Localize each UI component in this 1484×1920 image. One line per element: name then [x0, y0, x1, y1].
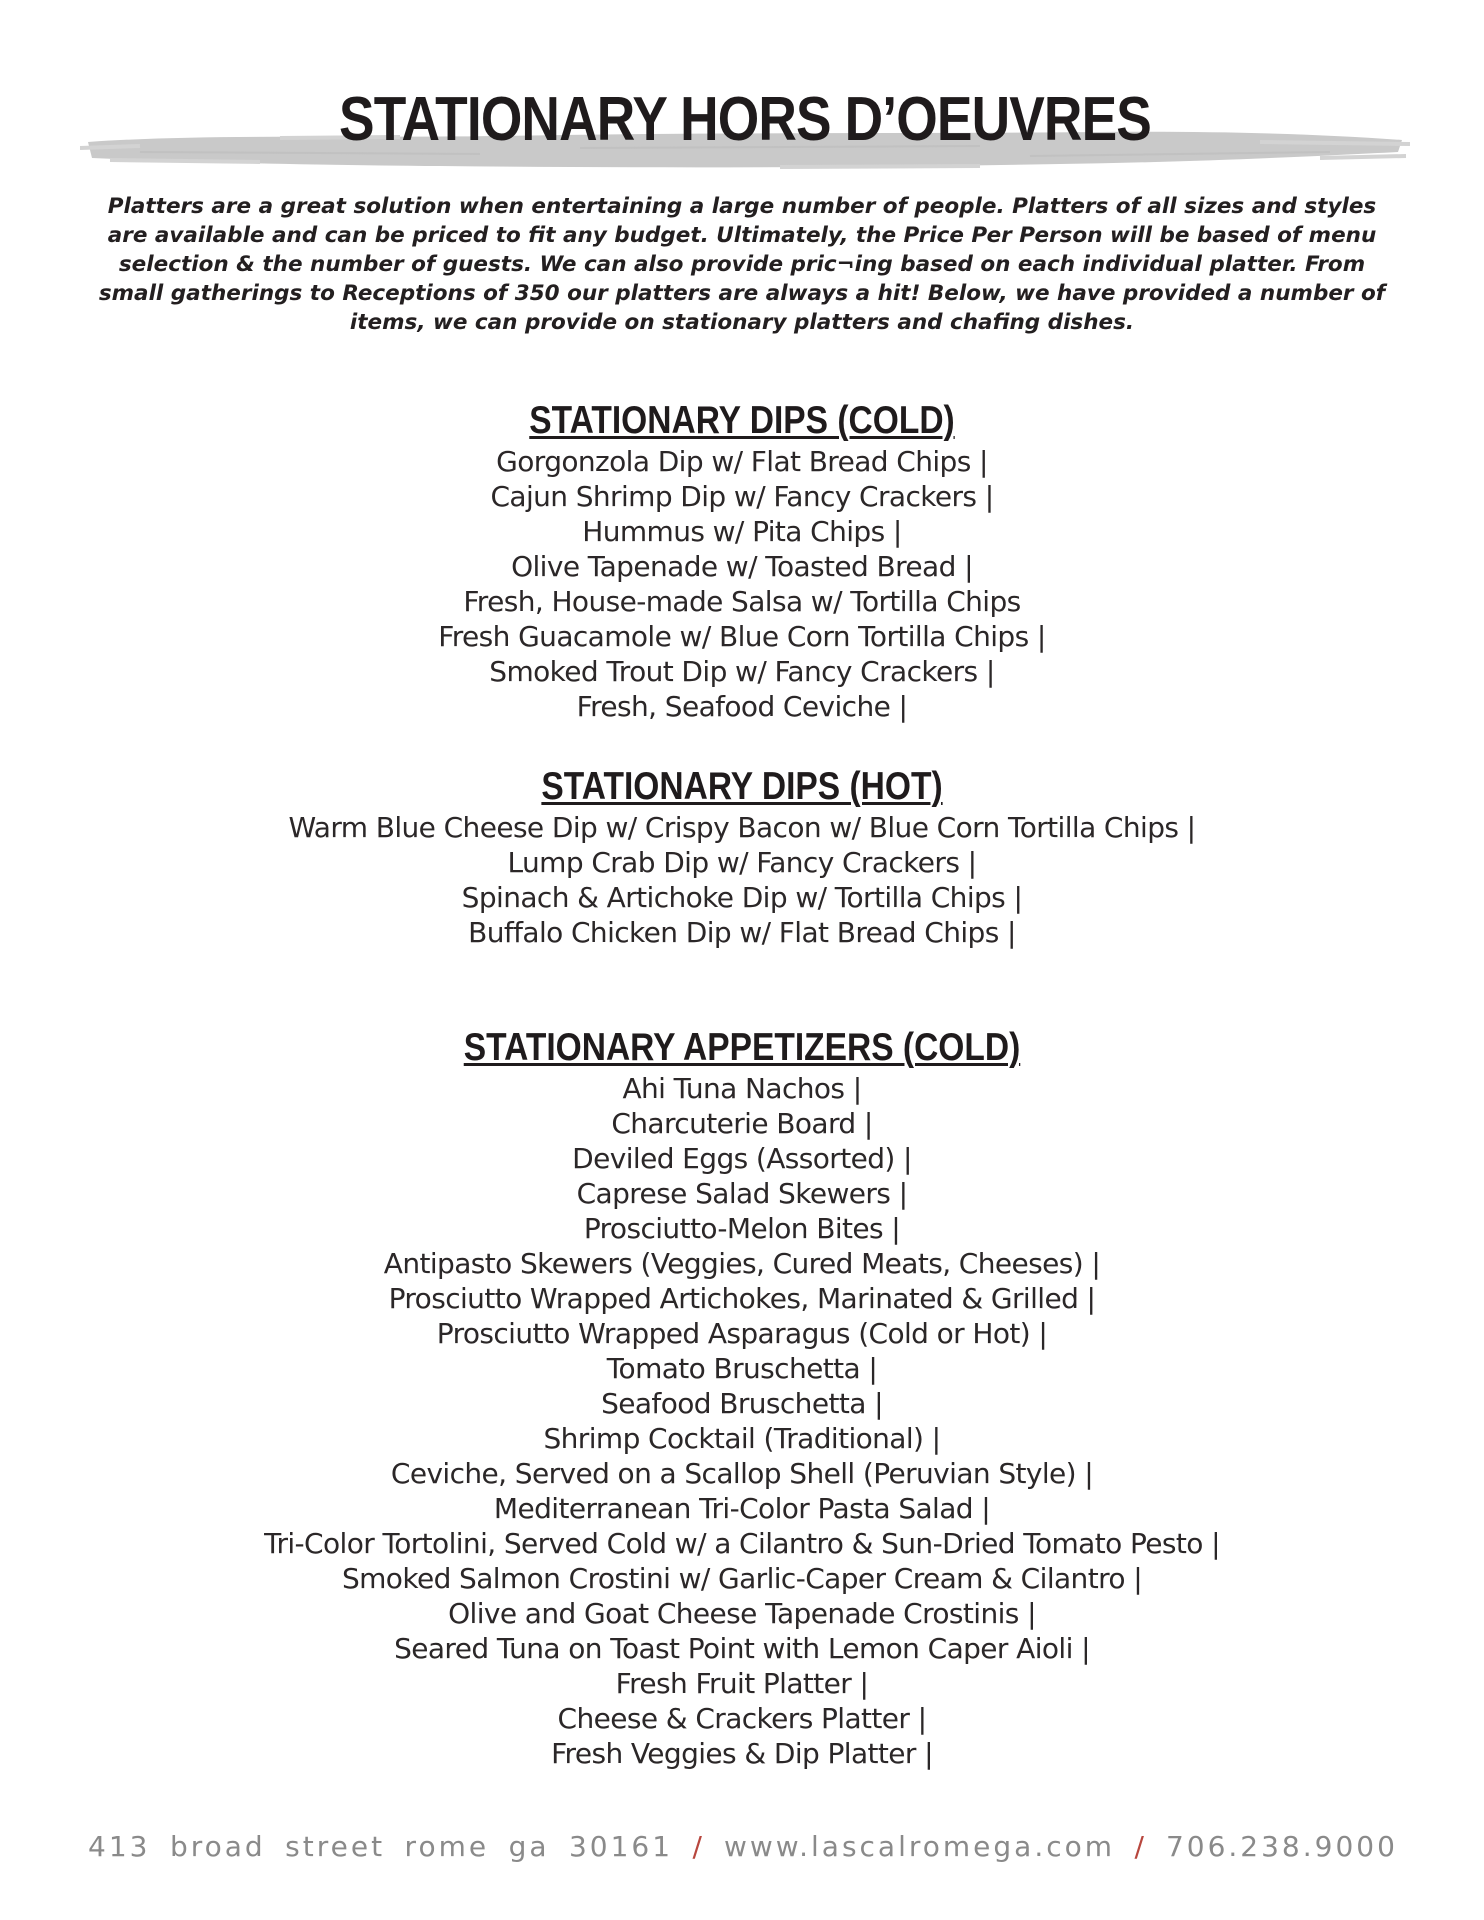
menu-item-list	[0, 444, 1484, 724]
footer-separator: /	[1134, 1829, 1147, 1863]
section-heading: STATIONARY DIPS (HOT)	[541, 765, 943, 808]
footer-address-zip: 30161	[568, 1829, 674, 1863]
menu-item: Prosciutto Wrapped Asparagus (Cold or Hot) |	[436, 1317, 1048, 1350]
menu-item: Fresh, Seafood Ceviche |	[576, 690, 908, 723]
menu-item: Hummus w/ Pita Chips |	[582, 515, 902, 548]
menu-item: Fresh Veggies & Dip Platter |	[551, 1737, 933, 1770]
menu-item: Seared Tuna on Toast Point with Lemon Caper Aioli |	[394, 1632, 1090, 1665]
section-dips-hot	[0, 764, 1484, 950]
menu-item-list	[0, 1071, 1484, 1771]
menu-item: Ceviche, Served on a Scallop Shell (Peruvian Style) |	[390, 1457, 1094, 1490]
menu-item: Mediterranean Tri-Color Pasta Salad |	[493, 1492, 991, 1525]
menu-item: Olive Tapenade w/ Toasted Bread |	[511, 550, 973, 583]
menu-item: Prosciutto Wrapped Artichokes, Marinated & Grilled |	[388, 1282, 1096, 1315]
footer-address-city: rome	[404, 1829, 490, 1863]
menu-item: Olive and Goat Cheese Tapenade Crostinis |	[448, 1597, 1036, 1630]
menu-item: Fresh Guacamole w/ Blue Corn Tortilla Chips |	[438, 620, 1046, 653]
section-dips-cold	[0, 398, 1484, 724]
menu-item: Lump Crab Dip w/ Fancy Crackers |	[507, 846, 977, 879]
section-heading: STATIONARY APPETIZERS (COLD)	[463, 1026, 1021, 1069]
menu-item: Cheese & Crackers Platter |	[557, 1702, 927, 1735]
title-block	[80, 70, 1410, 180]
menu-item: Smoked Salmon Crostini w/ Garlic-Caper Cream & Cilantro |	[341, 1562, 1143, 1595]
menu-item: Prosciutto-Melon Bites |	[583, 1212, 901, 1245]
menu-item: Smoked Trout Dip w/ Fancy Crackers |	[489, 655, 995, 688]
menu-item: Fresh, House-made Salsa w/ Tortilla Chips	[463, 585, 1021, 618]
menu-item: Ahi Tuna Nachos |	[622, 1072, 862, 1105]
menu-item: Warm Blue Cheese Dip w/ Crispy Bacon w/ Blue Corn Tortilla Chips |	[288, 811, 1196, 844]
menu-item: Cajun Shrimp Dip w/ Fancy Crackers |	[490, 480, 994, 513]
menu-item: Gorgonzola Dip w/ Flat Bread Chips |	[496, 445, 988, 478]
footer-phone[interactable]: 706.238.9000	[1165, 1829, 1398, 1863]
menu-item: Seafood Bruschetta |	[601, 1387, 883, 1420]
menu-item: Charcuterie Board |	[611, 1107, 873, 1140]
footer-address-word: street	[285, 1829, 386, 1863]
menu-item: Fresh Fruit Platter |	[615, 1667, 869, 1700]
footer-address-word: broad	[169, 1829, 266, 1863]
section-appetizers-cold	[0, 1025, 1484, 1771]
page-title: STATIONARY HORS D’OEUVRES	[339, 85, 1151, 154]
menu-item: Tri-Color Tortolini, Served Cold w/ a Cilantro & Sun-Dried Tomato Pesto |	[264, 1527, 1220, 1560]
menu-item: Deviled Eggs (Assorted) |	[572, 1142, 912, 1175]
menu-item: Tomato Bruschetta |	[606, 1352, 878, 1385]
menu-item: Spinach & Artichoke Dip w/ Tortilla Chips |	[461, 881, 1023, 914]
menu-item: Caprese Salad Skewers |	[576, 1177, 908, 1210]
intro-paragraph: Platters are a great solution when entertaining a large number of people. Platters of all sizes and styles are available and can be priced to fit any budget. Ultimately, the Price Per Person will be based of menu selection & the number of guests. We can also provide pric¬ing based on each individual platter. From small gatherings to Receptions of 350 our platters are always a hit! Below, we have provided a number of items, we can provide on stationary platters and chafing dishes.	[98, 194, 1386, 335]
footer-address-state: ga	[508, 1829, 550, 1863]
menu-item: Shrimp Cocktail (Traditional) |	[543, 1422, 941, 1455]
footer-separator: /	[692, 1829, 705, 1863]
section-heading: STATIONARY DIPS (COLD)	[529, 399, 955, 442]
footer-address-number: 413	[88, 1829, 151, 1863]
footer-website-link[interactable]: www.lascalromega.com	[723, 1829, 1116, 1863]
menu-item: Buffalo Chicken Dip w/ Flat Bread Chips |	[468, 916, 1016, 949]
footer-contact	[88, 1826, 1398, 1866]
menu-item-list	[0, 810, 1484, 950]
menu-item: Antipasto Skewers (Veggies, Cured Meats, Cheeses) |	[383, 1247, 1101, 1280]
